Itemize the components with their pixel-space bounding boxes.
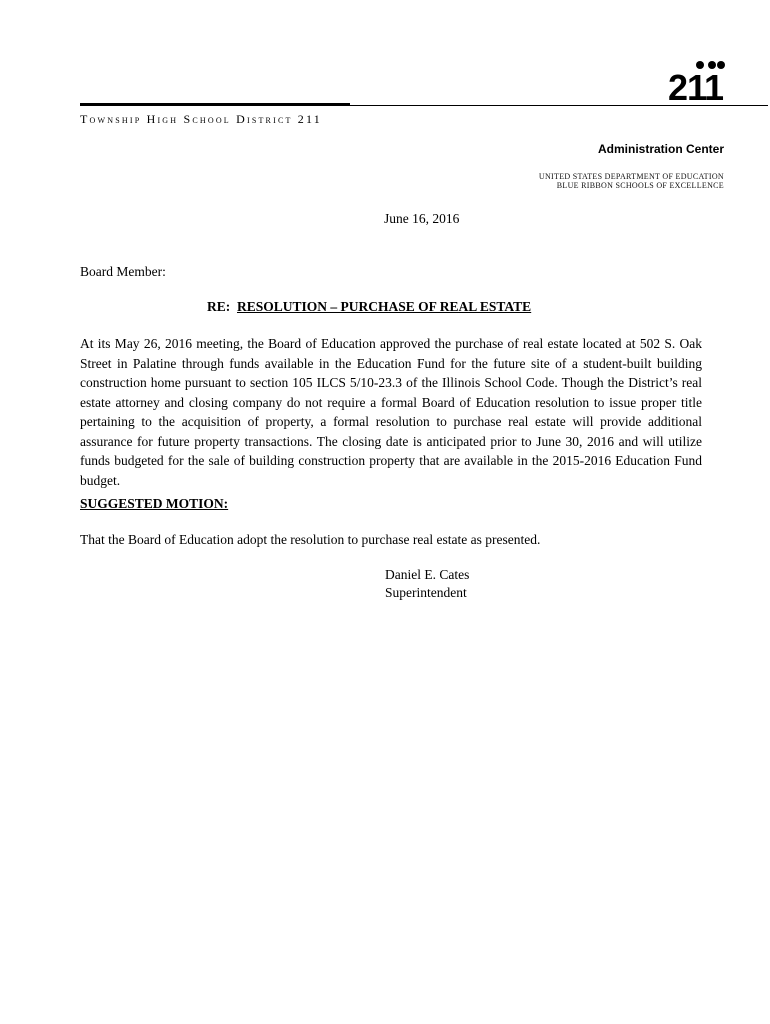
district-name: Township High School District 211 <box>80 112 322 126</box>
office-name: Administration Center <box>597 142 724 156</box>
motion-heading: SUGGESTED MOTION: <box>80 496 229 511</box>
salutation: Board Member: <box>80 264 166 279</box>
re-line <box>207 299 531 315</box>
signer-name: Daniel E. Cates <box>385 567 470 582</box>
motion-text: That the Board of Education adopt the resolution to purchase real estate as presented. <box>80 532 541 547</box>
logo-text: 211 <box>668 67 724 102</box>
letter-body: At its May 26, 2016 meeting, the Board of Education approved the purchase of real estate located at 502 S. Oak Street in Palatine through funds available in the Education Fund for the future site of a student-built building construction home pursuant to section 105 ILCS 5/10-23.3 of the Illinois School Code. Though the District’s real estate attorney and closing company do not require a formal Board of Education resolution to issue proper title pertaining to the acquisition of property, a formal resolution to purchase real estate will provide additional assurance for future property transactions. The closing date is anticipated prior to June 30, 2016 and will utilize funds budgeted for the sale of building construction property that are available in the 2015-2016 Education Fund budget. <box>80 336 702 488</box>
recognition-line-1: UNITED STATES DEPARTMENT OF EDUCATION <box>538 172 724 181</box>
letter-date: June 16, 2016 <box>384 211 460 226</box>
recognition-line-2: BLUE RIBBON SCHOOLS OF EXCELLENCE <box>556 181 724 190</box>
letterhead-rule <box>80 105 768 106</box>
re-prefix: RE: <box>207 299 231 314</box>
re-subject: RESOLUTION – PURCHASE OF REAL ESTATE <box>237 299 532 314</box>
signer-title: Superintendent <box>385 585 467 600</box>
district-211-logo <box>668 58 726 102</box>
